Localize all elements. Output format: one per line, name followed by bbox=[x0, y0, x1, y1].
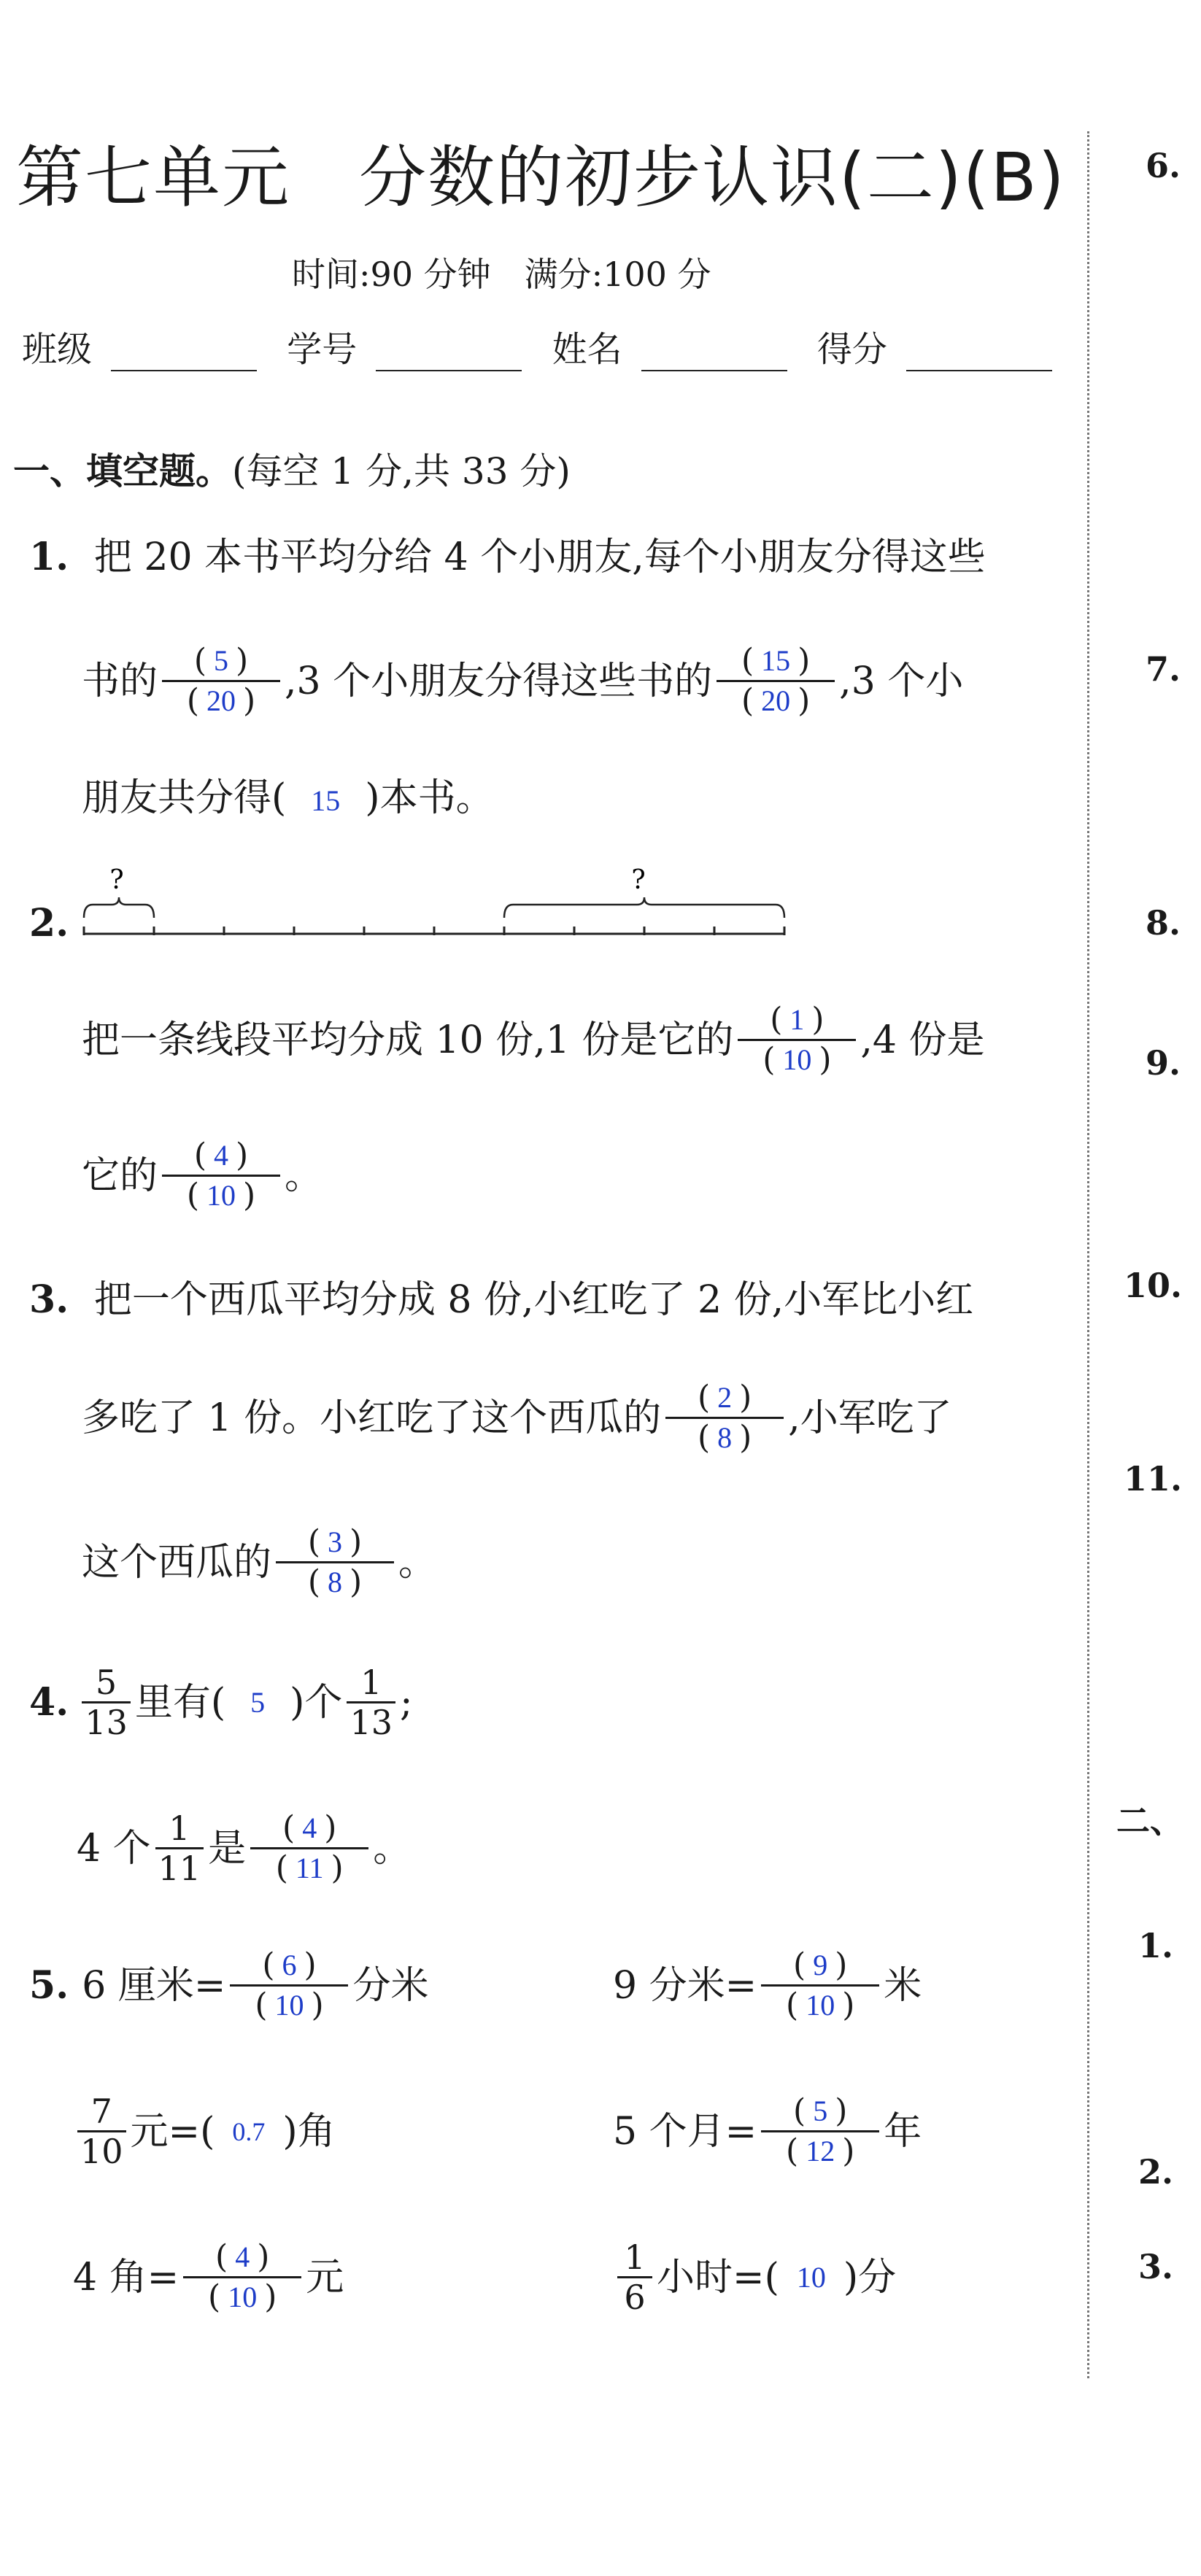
q5-row2-left: $\frac{7}{10}$ 元=( 0.7 )角 bbox=[73, 2092, 336, 2170]
right-item-9: 9. bbox=[1146, 1043, 1181, 1083]
score-label: 得分 bbox=[816, 329, 887, 370]
q1-answer: 15 bbox=[311, 784, 341, 817]
q1-line3: 朋友共分得( 15 )本书。 bbox=[82, 776, 494, 820]
q5-row3-left: 4 角= ( 4 ) ( 10 ) 元 bbox=[73, 2238, 344, 2316]
class-blank[interactable] bbox=[111, 341, 257, 371]
q1-fraction-2: ( 15 ) ( 20 ) bbox=[717, 642, 835, 720]
q4-number: 4. bbox=[29, 1679, 69, 1725]
q2-line1: 把一条线段平均分成 10 份,1 份是它的 ( 1 ) ( 10 ) ,4 份是 bbox=[82, 1001, 985, 1078]
student-id-blank[interactable] bbox=[376, 341, 522, 371]
right-item-s2-3: 3. bbox=[1138, 2247, 1174, 2286]
q5-answer-jiao: 0.7 bbox=[232, 2116, 266, 2146]
q1-fraction-1: ( 5 ) ( 20 ) bbox=[162, 642, 280, 720]
class-label: 班级 bbox=[22, 329, 93, 370]
student-info-row bbox=[22, 321, 1071, 371]
q4-line2: 4 个 $\frac{1}{11}$ 是 ( 4 ) ( 11 ) 。 bbox=[77, 1809, 412, 1888]
student-id-label: 学号 bbox=[287, 329, 358, 370]
score-blank[interactable] bbox=[906, 341, 1052, 371]
q4-answer-1: 5 bbox=[250, 1685, 266, 1719]
right-item-10: 10. bbox=[1124, 1266, 1183, 1305]
right-item-7: 7. bbox=[1146, 649, 1181, 689]
right-item-s2-2: 2. bbox=[1138, 2152, 1174, 2192]
q3-number: 3. bbox=[29, 1277, 69, 1322]
column-divider bbox=[1087, 131, 1089, 2378]
q1-line1: 1. 把 20 本书平均分给 4 个小朋友,每个小朋友分得这些 bbox=[29, 535, 986, 579]
q2-fraction-1: ( 1 ) ( 10 ) bbox=[738, 1001, 856, 1079]
q5-row3-right: $\frac{1}{6}$ 小时=( 10 )分 bbox=[613, 2238, 896, 2316]
segment-diagram bbox=[73, 861, 795, 948]
q3-fraction-2: ( 3 ) ( 8 ) bbox=[276, 1523, 394, 1601]
q1-line2: 书的 ( 5 ) ( 20 ) ,3 个小朋友分得这些书的 ( 15 ) ( 20 ) ,3 个小 bbox=[82, 642, 964, 719]
q5-row1-right: 9 分米= ( 9 ) ( 10 ) 米 bbox=[613, 1946, 922, 2024]
right-section-2: 二、 bbox=[1116, 1801, 1183, 1841]
brace-four-parts bbox=[504, 897, 784, 918]
right-item-8: 8. bbox=[1146, 903, 1181, 943]
q3-line1: 3. 把一个西瓜平均分成 8 份,小红吃了 2 份,小军比小红 bbox=[29, 1277, 974, 1322]
q4-fraction-a: $\frac{5}{13}$ bbox=[82, 1663, 131, 1741]
section-heading: 一、填空题。(每空 1 分,共 33 分) bbox=[13, 450, 571, 492]
q4-line1: 4. $\frac{5}{13}$ 里有( 5 )个 $\frac{1}{13}$ ; bbox=[29, 1663, 413, 1742]
q4-fraction-c: $\frac{1}{11}$ bbox=[155, 1809, 204, 1887]
time-score-info: 时间:90 分钟 满分:100 分 bbox=[292, 255, 711, 294]
q4-fraction-answer: ( 4 ) ( 11 ) bbox=[250, 1809, 368, 1887]
diagram-question-1: ? bbox=[109, 865, 124, 895]
q5-row1-left: 5. 6 厘米= ( 6 ) ( 10 ) 分米 bbox=[29, 1946, 429, 2024]
q2-number: 2. bbox=[29, 901, 69, 945]
diagram-question-2: ? bbox=[631, 865, 646, 895]
q3-fraction-1: ( 2 ) ( 8 ) bbox=[665, 1379, 784, 1457]
q3-line2: 多吃了 1 份。小红吃了这个西瓜的 ( 2 ) ( 8 ) ,小军吃了 bbox=[82, 1379, 952, 1456]
q2-fraction-2: ( 4 ) ( 10 ) bbox=[162, 1137, 280, 1215]
q2-line2: 它的 ( 4 ) ( 10 ) 。 bbox=[82, 1137, 323, 1214]
brace-one-part bbox=[84, 897, 154, 918]
q3-line3: 这个西瓜的 ( 3 ) ( 8 ) 。 bbox=[82, 1523, 437, 1601]
right-item-6: 6. bbox=[1146, 146, 1181, 185]
q1-number: 1. bbox=[29, 535, 69, 579]
right-item-11: 11. bbox=[1124, 1459, 1183, 1498]
q4-fraction-b: $\frac{1}{13}$ bbox=[347, 1663, 395, 1741]
name-blank[interactable] bbox=[641, 341, 787, 371]
q5-row2-right: 5 个月= ( 5 ) ( 12 ) 年 bbox=[613, 2092, 922, 2170]
right-item-s2-1: 1. bbox=[1138, 1926, 1174, 1965]
name-label: 姓名 bbox=[552, 329, 622, 370]
q5-number: 5. bbox=[29, 1962, 69, 2008]
page-title: 第七单元 分数的初步认识(二)(B) bbox=[16, 139, 1066, 217]
q5-answer-minutes: 10 bbox=[796, 2260, 826, 2294]
